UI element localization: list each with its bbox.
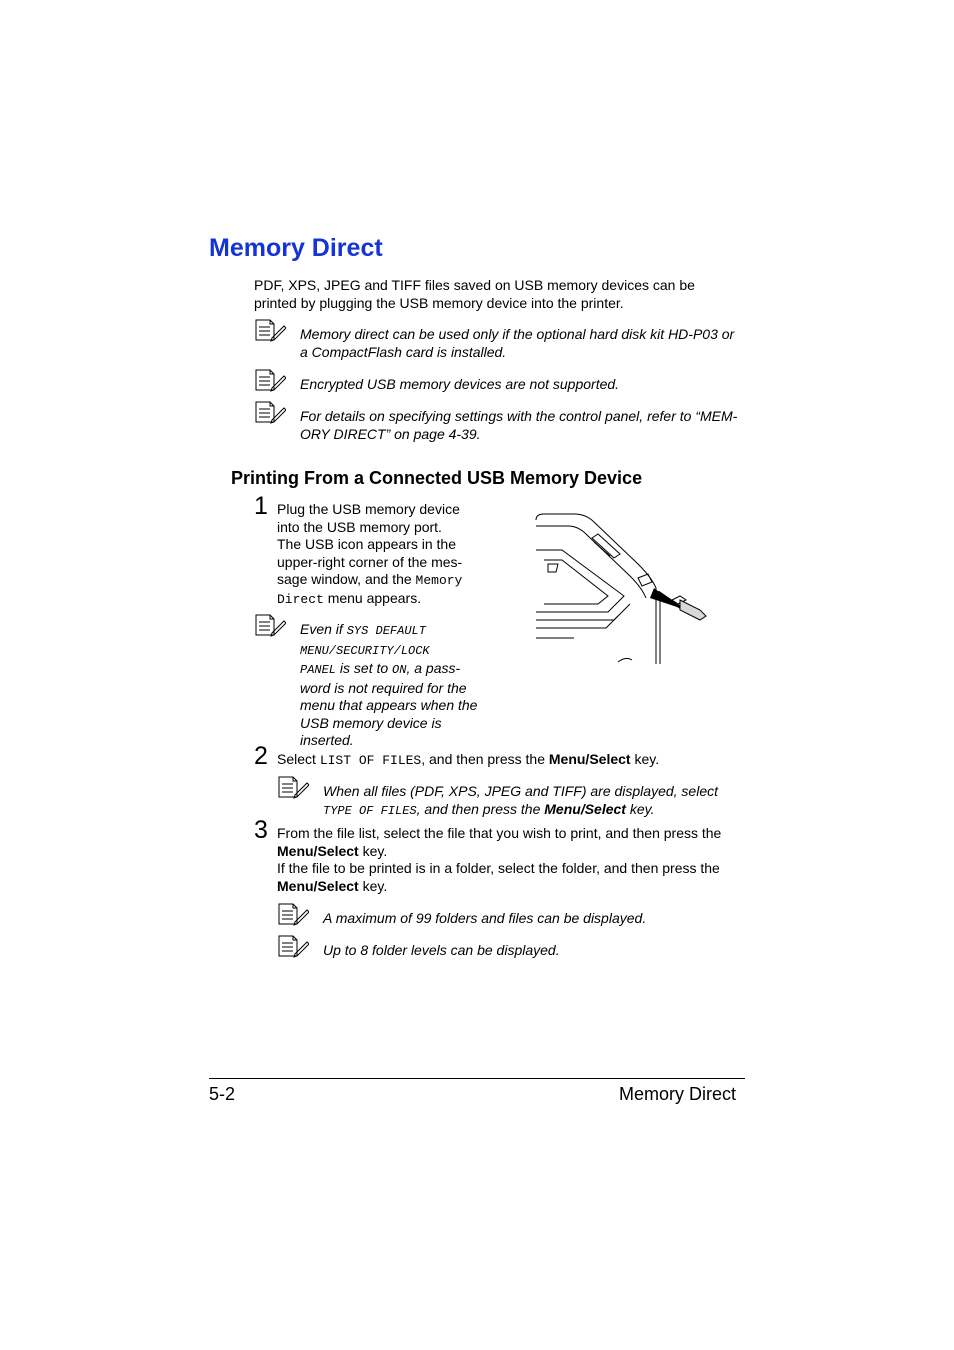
page-title: Memory Direct xyxy=(209,234,383,262)
footer-rule xyxy=(209,1078,745,1079)
footer-page-number: 5-2 xyxy=(209,1084,236,1104)
note-hdd-requirement: Memory direct can be used only if the optional hard disk kit HD-P03 or a CompactFlash card is installed. xyxy=(300,326,735,360)
section-heading: Printing From a Connected USB Memory Device xyxy=(231,468,643,488)
note-icon xyxy=(254,400,286,424)
intro-paragraph: PDF, XPS, JPEG and TIFF files saved on USB memory devices can be printed by plugging the USB memory device into the printer. xyxy=(254,277,695,311)
note-icon xyxy=(254,613,286,637)
step-1-text: Plug the USB memory device into the USB memory port. The USB icon appears in the upper-right corner of the mes- sage window, and the Memory Direct menu appears. xyxy=(277,501,463,607)
footer-chapter-title: Memory Direct xyxy=(619,1084,737,1104)
step-3-text: From the file list, select the file that you wish to print, and then press the Menu/Select key. If the file to be printed is in a folder, select the folder, and then press the Menu/Select key. xyxy=(277,825,722,894)
step-3-note-folder-levels: Up to 8 folder levels can be displayed. xyxy=(323,942,560,958)
step-3-number: 3 xyxy=(254,816,268,844)
note-icon xyxy=(254,318,286,342)
step-3-note-max-files: A maximum of 99 folders and files can be displayed. xyxy=(323,910,647,926)
note-encrypted-usb: Encrypted USB memory devices are not supported. xyxy=(300,376,620,392)
note-icon xyxy=(277,775,309,799)
step-1-note-lock-panel: Even if SYS DEFAULT MENU/SECURITY/LOCK PANEL is set to ON, a pass- word is not required for the menu that appears when the USB memory device is inserted. xyxy=(300,621,478,748)
usb-insertion-illustration xyxy=(534,512,710,668)
note-icon xyxy=(254,368,286,392)
step-2-note-file-types: When all files (PDF, XPS, JPEG and TIFF) are displayed, select TYPE OF FILES, and then press the Menu/Select key. xyxy=(323,783,719,818)
step-1-number: 1 xyxy=(254,492,268,520)
note-control-panel-reference: For details on specifying settings with the control panel, refer to “MEM- ORY DIRECT” on page 4-39. xyxy=(300,408,738,442)
note-icon xyxy=(277,902,309,926)
step-2-text: Select LIST OF FILES, and then press the Menu/Select key. xyxy=(277,751,660,768)
note-icon xyxy=(277,934,309,958)
step-2-number: 2 xyxy=(254,742,268,770)
